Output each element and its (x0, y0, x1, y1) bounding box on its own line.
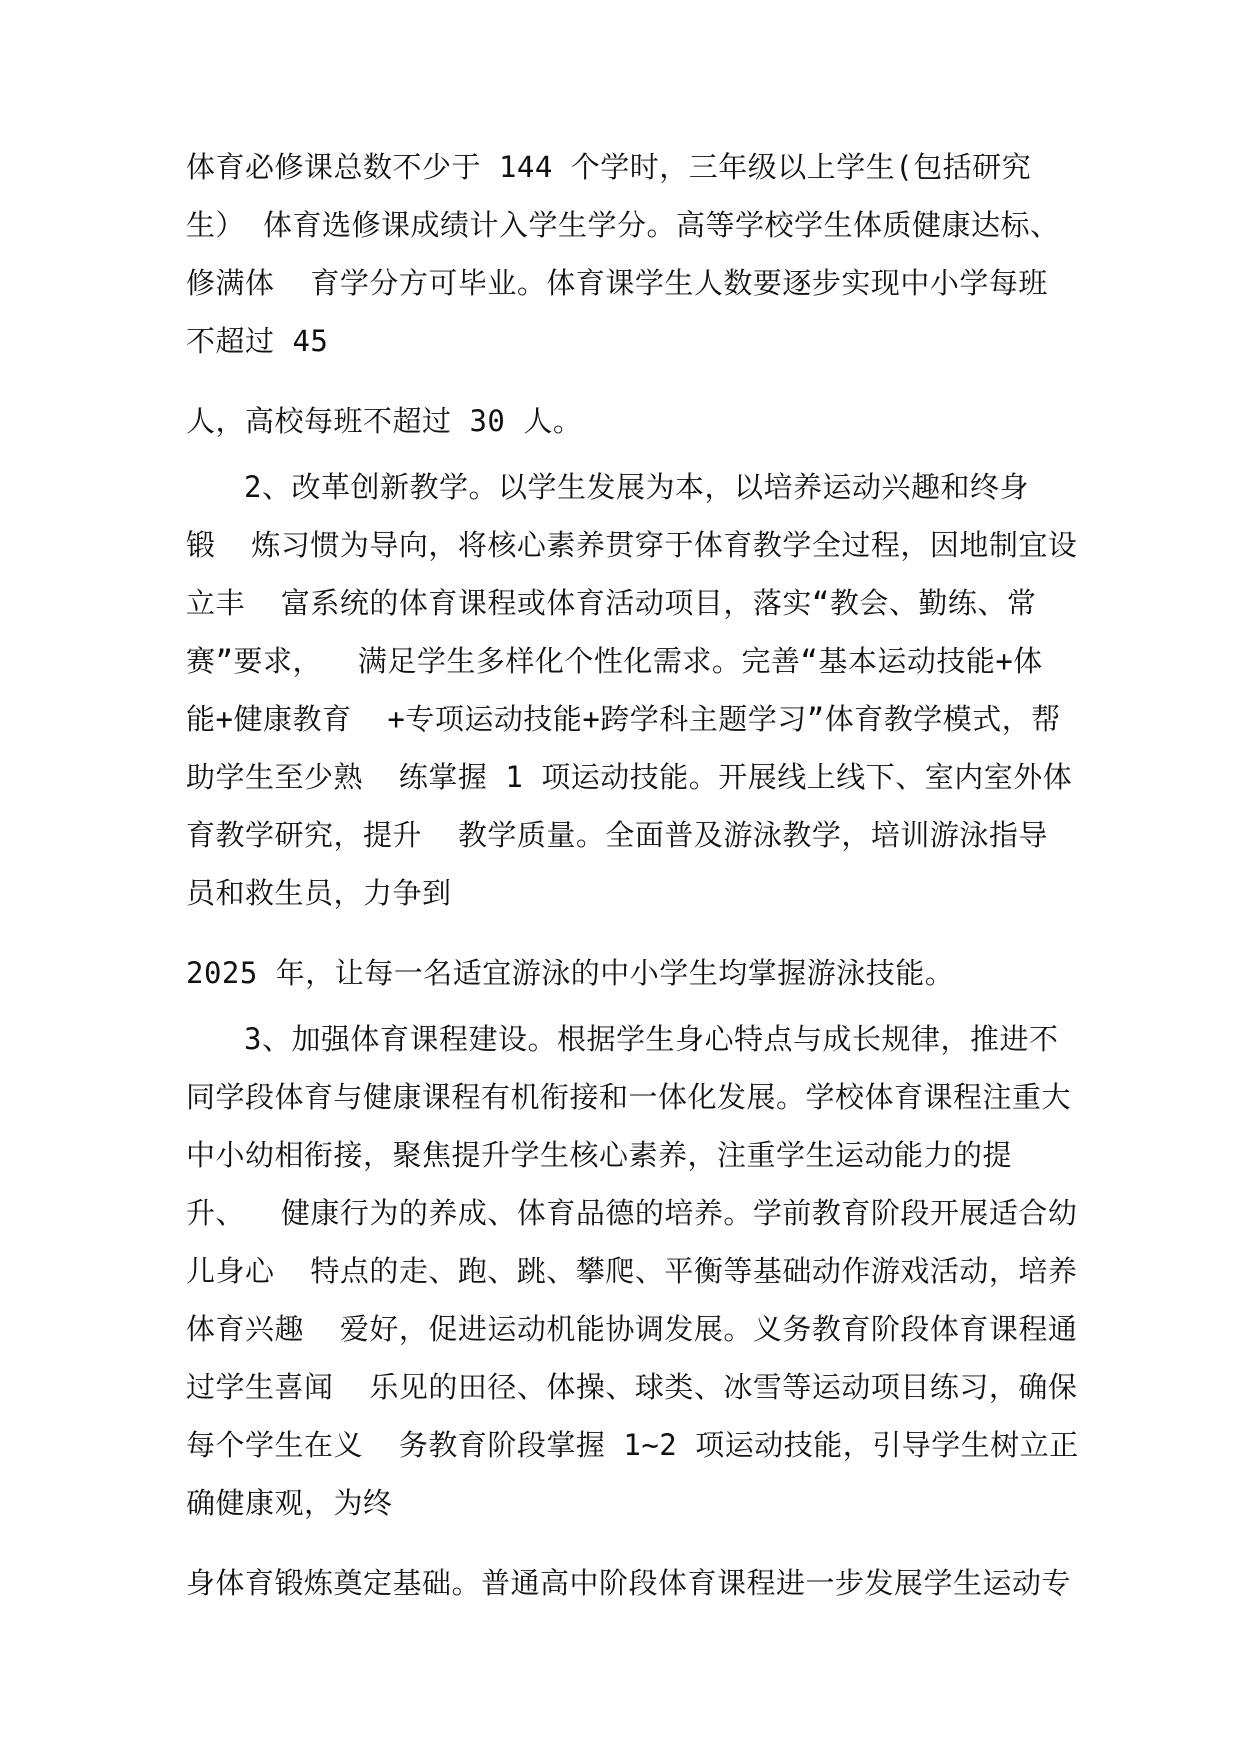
text-line: 赛”要求， 满足学生多样化个性化需求。完善“基本运动技能+体 (186, 644, 1043, 678)
text-line: 立丰 富系统的体育课程或体育活动项目，落实“教会、勤练、常 (186, 586, 1037, 620)
text-line: 升、 健康行为的养成、体育品德的培养。学前教育阶段开展适合幼 (186, 1196, 1078, 1230)
paragraph-first-line: 2、改革创新教学。以学生发展为本，以培养运动兴趣和终身 (244, 470, 1029, 504)
text-line: 中小幼相衔接，聚焦提升学生核心素养，注重学生运动能力的提 (186, 1138, 1013, 1172)
text-line: 每个学生在义 务教育阶段掌握 1~2 项运动技能，引导学生树立正 (186, 1428, 1079, 1462)
text-line: 体育兴趣 爱好，促进运动机能协调发展。义务教育阶段体育课程通 (186, 1312, 1078, 1346)
text-line: 2025 年，让每一名适宜游泳的中小学生均掌握游泳技能。 (186, 956, 955, 990)
text-line: 不超过 45 (186, 324, 329, 358)
text-line: 过学生喜闻 乐见的田径、体操、球类、冰雪等运动项目练习，确保 (186, 1370, 1078, 1404)
text-line: 体育必修课总数不少于 144 个学时，三年级以上学生(包括研究 (186, 150, 1032, 184)
text-line: 生） 体育选修课成绩计入学生学分。高等学校学生体质健康达标、 (186, 208, 1060, 242)
text-line: 锻 炼习惯为导向，将核心素养贯穿于体育教学全过程，因地制宜设 (186, 528, 1078, 562)
text-line: 员和救生员，力争到 (186, 876, 452, 910)
text-line: 育教学研究，提升 教学质量。全面普及游泳教学，培训游泳指导 (186, 818, 1048, 852)
text-line: 确健康观，为终 (186, 1486, 393, 1520)
text-line: 能+健康教育 +专项运动技能+跨学科主题学习”体育教学模式，帮 (186, 702, 1061, 736)
text-line: 助学生至少熟 练掌握 1 项运动技能。开展线上线下、室内室外体 (186, 760, 1073, 794)
paragraph-first-line: 3、加强体育课程建设。根据学生身心特点与成长规律，推进不 (244, 1022, 1059, 1056)
text-line: 儿身心 特点的走、跑、跳、攀爬、平衡等基础动作游戏活动，培养 (186, 1254, 1078, 1288)
text-line: 同学段体育与健康课程有机衔接和一体化发展。学校体育课程注重大 (186, 1080, 1072, 1114)
text-line: 修满体 育学分方可毕业。体育课学生人数要逐步实现中小学每班 (186, 266, 1048, 300)
text-line: 人，高校每班不超过 30 人。 (186, 404, 583, 438)
text-line: 身体育锻炼奠定基础。普通高中阶段体育课程进一步发展学生运动专 (186, 1566, 1072, 1600)
